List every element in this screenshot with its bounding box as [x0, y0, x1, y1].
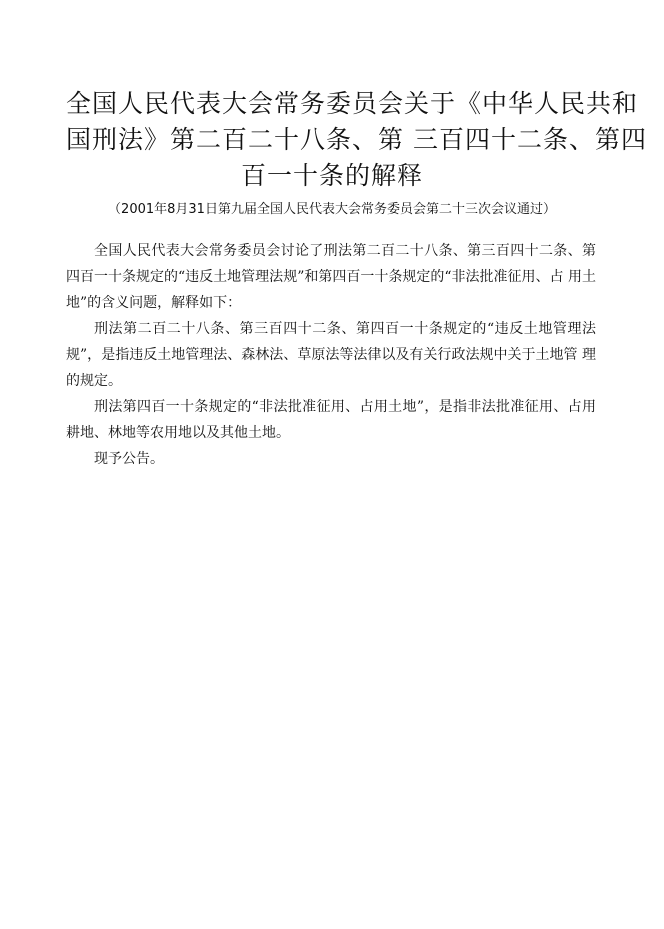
- title-line-3: 百一十条的解释: [240, 161, 423, 190]
- paragraph-land-regulation: 刑法第二百二十八条、第三百四十二条、第四百一十条规定的“违反土地管理法规”，是指违反土地管理法、森林法、草原法等法律以及有关行政法规中关于土地管 理的规定。: [66, 321, 596, 389]
- title-line-1: 全国人民代表大会常务委员会关于《中华人民共和: [66, 89, 639, 118]
- adoption-note: （2001年8月31日第九届全国人民代表大会常务委员会第二十三次会议通过）: [108, 202, 556, 217]
- paragraph-illegal-approval: 刑法第四百一十条规定的“非法批准征用、占用土地”，是指非法批准征用、占用 耕地、林地等农用地以及其他土地。: [66, 399, 596, 441]
- title-line-2: 国刑法》第二百二十八条、第 三百四十二条、第四: [66, 125, 647, 154]
- paragraph-discussion: 全国人民代表大会常务委员会讨论了刑法第二百二十八条、第三百四十二条、第四百一十条规定的“违反土地管理法规”和第四百一十条规定的“非法批准征用、占 用土地”的含义问题，解释如下：: [66, 243, 596, 311]
- paragraph-announcement: 现予公告。: [94, 451, 164, 467]
- document-body: [66, 238, 596, 472]
- document-title: [66, 86, 647, 194]
